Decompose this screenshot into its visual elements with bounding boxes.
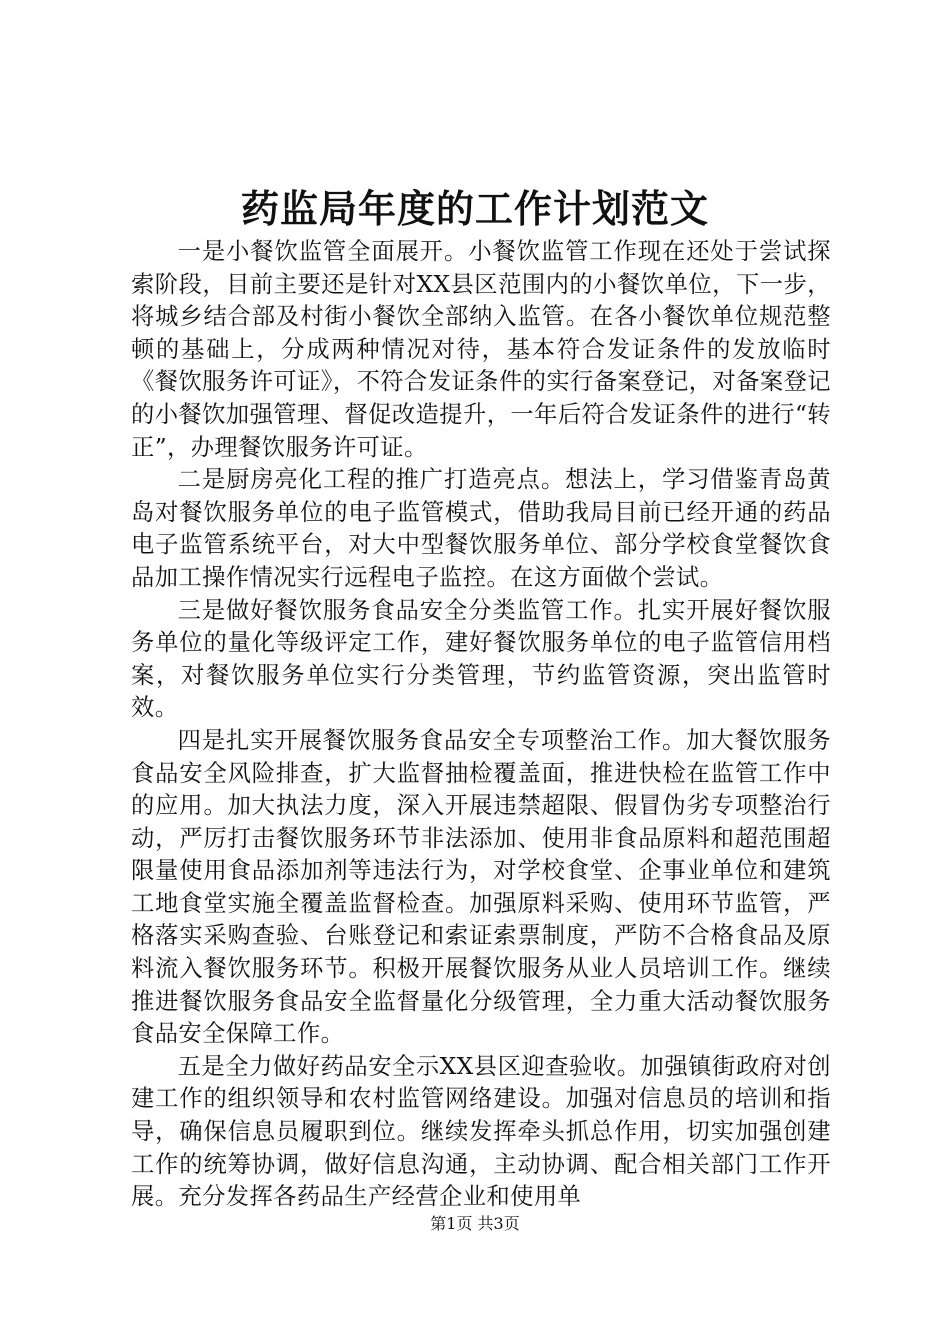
paragraph-5: 五是全力做好药品安全示XX县区迎查验收。加强镇街政府对创建工作的组织领导和农村监管网络建设。加强对信息员的培训和指导，确保信息员履职到位。继续发挥牵头抓总作用，切实加强创建工作的统筹协调，做好信息沟通，主动协调、配合相关部门工作开展。充分发挥各药品生产经营企业和使用单 <box>131 1052 831 1211</box>
paragraph-1: 一是小餐饮监管全面展开。小餐饮监管工作现在还处于尝试探索阶段，目前主要还是针对XX县区范围内的小餐饮单位，下一步，将城乡结合部及村街小餐饮全部纳入监管。在各小餐饮单位规范整顿的基础上，分成两种情况对待，基本符合发证条件的发放临时《餐饮服务许可证》，不符合发证条件的实行备案登记，对备案登记的小餐饮加强管理、督促改造提升，一年后符合发证条件的进行“转正”，办理餐饮服务许可证。 <box>131 238 831 461</box>
paragraph-3: 三是做好餐饮服务食品安全分类监管工作。扎实开展好餐饮服务单位的量化等级评定工作，建好餐饮服务单位的电子监管信用档案，对餐饮服务单位实行分类管理，节约监管资源，突出监管时效。 <box>131 596 831 722</box>
document-body <box>131 236 831 1214</box>
page-footer <box>0 1212 950 1236</box>
page-indicator: 第1页 共3页 <box>430 1214 520 1233</box>
paragraph-2: 二是厨房亮化工程的推广打造亮点。想法上，学习借鉴青岛黄岛对餐饮服务单位的电子监管模式，借助我局目前已经开通的药品电子监管系统平台，对大中型餐饮服务单位、部分学校食堂餐饮食品加工操作情况实行远程电子监控。在这方面做个尝试。 <box>131 466 831 591</box>
paragraph-4: 四是扎实开展餐饮服务食品安全专项整治工作。加大餐饮服务食品安全风险排查，扩大监督抽检覆盖面，推进快检在监管工作中的应用。加大执法力度，深入开展违禁超限、假冒伪劣专项整治行动，严厉打击餐饮服务环节非法添加、使用非食品原料和超范围超限量使用食品添加剂等违法行为，对学校食堂、企事业单位和建筑工地食堂实施全覆盖监督检查。加强原料采购、使用环节监管，严格落实采购查验、台账登记和索证索票制度，严防不合格食品及原料流入餐饮服务环节。积极开展餐饮服务从业人员培训工作。继续推进餐饮服务食品安全监督量化分级管理，全力重大活动餐饮服务食品安全保障工作。 <box>131 726 831 1048</box>
document-title: 药监局年度的工作计划范文 <box>240 186 709 231</box>
